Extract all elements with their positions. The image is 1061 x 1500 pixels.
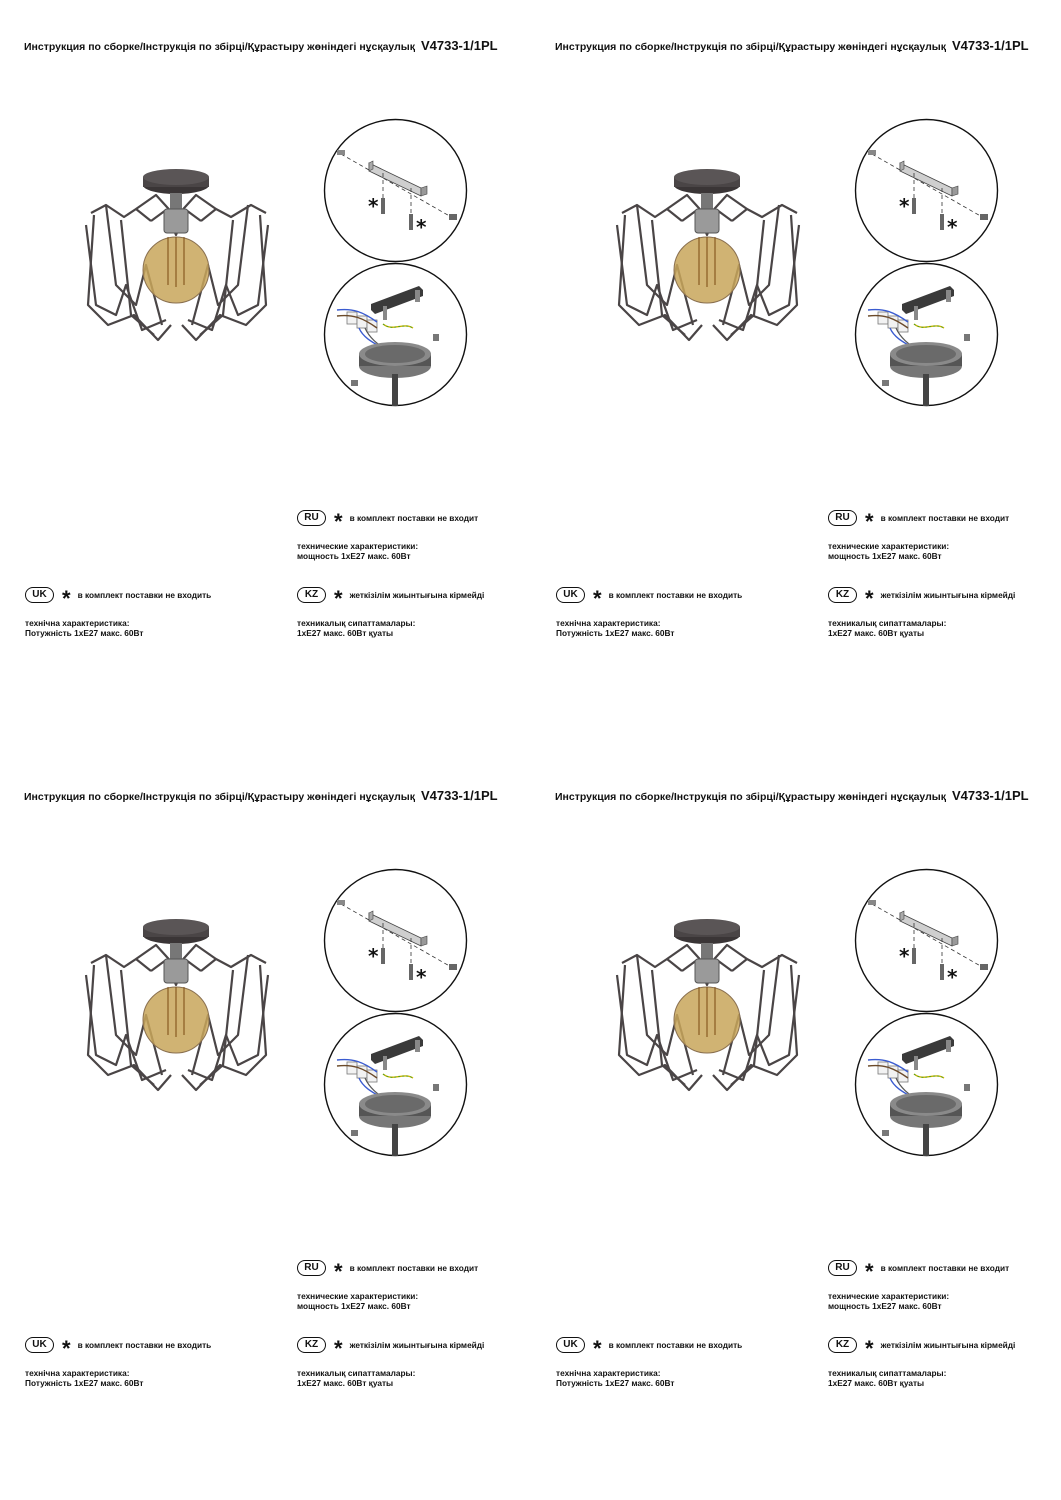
uk-spec-value: Потужність 1хE27 макс. 60Вт	[25, 1378, 144, 1388]
kz-spec-heading: техникалық сипаттамалары:	[828, 618, 947, 628]
ru-note	[297, 1259, 479, 1284]
mounting-bracket-diagram	[854, 118, 999, 263]
wiring-diagram	[854, 262, 999, 407]
ru-spec-value: мощность 1хE27 макс. 60Вт	[297, 1301, 411, 1311]
ru-specs	[828, 1291, 949, 1311]
page-title	[555, 38, 1029, 53]
uk-specs	[556, 618, 674, 638]
ru-note	[828, 509, 1010, 534]
title-text: Инструкция по сборке/Інструкція по збірці/Құрастыру жөніндегі нұсқаулық	[555, 41, 947, 53]
mounting-bracket-diagram	[323, 868, 468, 1013]
star-icon: *	[62, 586, 71, 611]
ru-note-text: в комплект поставки не входит	[349, 1263, 479, 1273]
uk-spec-heading: технічна характеристика:	[25, 1368, 130, 1378]
uk-spec-value: Потужність 1хE27 макс. 60Вт	[556, 628, 675, 638]
ru-spec-heading: технические характеристики:	[297, 541, 419, 551]
uk-note-text: в комплект поставки не входить	[608, 1340, 743, 1350]
kz-spec-value: 1хE27 макс. 60Вт қуаты	[828, 628, 925, 638]
ru-badge: RU	[297, 510, 326, 526]
instruction-page	[531, 750, 1061, 1500]
model-number: V4733-1/1PL	[951, 788, 1029, 803]
star-icon: *	[334, 1336, 343, 1361]
ru-spec-heading: технические характеристики:	[828, 541, 950, 551]
instruction-page	[531, 0, 1061, 750]
kz-spec-value: 1хE27 макс. 60Вт қуаты	[297, 628, 394, 638]
title-text: Инструкция по сборке/Інструкція по збірці/Құрастыру жөніндегі нұсқаулық	[24, 41, 416, 53]
mounting-bracket-diagram	[323, 118, 468, 263]
kz-note	[297, 586, 485, 611]
title-text: Инструкция по сборке/Інструкція по збірці/Құрастыру жөніндегі нұсқаулық	[555, 791, 947, 803]
star-icon: *	[334, 509, 343, 534]
ru-specs	[297, 1291, 418, 1311]
model-number: V4733-1/1PL	[951, 38, 1029, 53]
uk-badge: UK	[556, 1337, 585, 1353]
star-icon: *	[593, 1336, 602, 1361]
page-title	[555, 788, 1029, 803]
page-title	[24, 788, 498, 803]
ru-badge: RU	[828, 1260, 857, 1276]
ru-badge: RU	[828, 510, 857, 526]
wiring-diagram	[854, 1012, 999, 1157]
kz-specs	[297, 618, 415, 638]
instruction-page	[0, 0, 530, 750]
kz-spec-heading: техникалық сипаттамалары:	[828, 1368, 947, 1378]
star-icon: *	[334, 586, 343, 611]
model-number: V4733-1/1PL	[420, 788, 498, 803]
uk-spec-heading: технічна характеристика:	[25, 618, 130, 628]
uk-note	[556, 1336, 743, 1361]
wiring-diagram	[323, 1012, 468, 1157]
kz-spec-heading: техникалық сипаттамалары:	[297, 1368, 416, 1378]
kz-specs	[828, 618, 946, 638]
uk-badge: UK	[25, 587, 54, 603]
ru-spec-value: мощность 1хE27 макс. 60Вт	[828, 551, 942, 561]
uk-spec-heading: технічна характеристика:	[556, 1368, 661, 1378]
ru-spec-heading: технические характеристики:	[297, 1291, 419, 1301]
star-icon: *	[62, 1336, 71, 1361]
uk-spec-value: Потужність 1хE27 макс. 60Вт	[556, 1378, 675, 1388]
uk-note	[25, 586, 212, 611]
kz-badge: KZ	[297, 1337, 326, 1353]
instruction-page	[0, 750, 530, 1500]
star-icon: *	[865, 1259, 874, 1284]
uk-note	[556, 586, 743, 611]
kz-note-text: жеткізілім жиынтығына кірмейді	[880, 590, 1016, 600]
kz-spec-heading: техникалық сипаттамалары:	[297, 618, 416, 628]
uk-note	[25, 1336, 212, 1361]
model-number: V4733-1/1PL	[420, 38, 498, 53]
kz-badge: KZ	[828, 587, 857, 603]
kz-spec-value: 1хE27 макс. 60Вт қуаты	[828, 1378, 925, 1388]
star-marker: *	[368, 194, 379, 218]
uk-note-text: в комплект поставки не входить	[608, 590, 743, 600]
title-text: Инструкция по сборке/Інструкція по збірці/Құрастыру жөніндегі нұсқаулық	[24, 791, 416, 803]
star-marker: *	[947, 965, 958, 989]
lamp-illustration	[76, 165, 276, 355]
kz-note	[297, 1336, 485, 1361]
uk-note-text: в комплект поставки не входить	[77, 1340, 212, 1350]
mounting-bracket-diagram	[854, 868, 999, 1013]
ru-spec-value: мощность 1хE27 макс. 60Вт	[828, 1301, 942, 1311]
ru-note-text: в комплект поставки не входит	[880, 1263, 1010, 1273]
star-marker: *	[416, 965, 427, 989]
ru-spec-value: мощность 1хE27 макс. 60Вт	[297, 551, 411, 561]
kz-badge: KZ	[297, 587, 326, 603]
uk-spec-value: Потужність 1хE27 макс. 60Вт	[25, 628, 144, 638]
star-marker: *	[416, 215, 427, 239]
kz-note-text: жеткізілім жиынтығына кірмейді	[349, 590, 485, 600]
star-marker: *	[947, 215, 958, 239]
ru-note	[828, 1259, 1010, 1284]
kz-specs	[828, 1368, 946, 1388]
star-marker: *	[368, 944, 379, 968]
star-marker: *	[899, 944, 910, 968]
kz-note-text: жеткізілім жиынтығына кірмейді	[880, 1340, 1016, 1350]
star-marker: *	[899, 194, 910, 218]
kz-note	[828, 586, 1016, 611]
star-icon: *	[334, 1259, 343, 1284]
ru-spec-heading: технические характеристики:	[828, 1291, 950, 1301]
ru-specs	[297, 541, 418, 561]
kz-badge: KZ	[828, 1337, 857, 1353]
lamp-illustration	[607, 915, 807, 1105]
kz-specs	[297, 1368, 415, 1388]
uk-badge: UK	[556, 587, 585, 603]
lamp-illustration	[76, 915, 276, 1105]
kz-note	[828, 1336, 1016, 1361]
star-icon: *	[865, 509, 874, 534]
lamp-illustration	[607, 165, 807, 355]
ru-note-text: в комплект поставки не входит	[880, 513, 1010, 523]
kz-note-text: жеткізілім жиынтығына кірмейді	[349, 1340, 485, 1350]
uk-badge: UK	[25, 1337, 54, 1353]
wiring-diagram	[323, 262, 468, 407]
ru-badge: RU	[297, 1260, 326, 1276]
page-title	[24, 38, 498, 53]
uk-spec-heading: технічна характеристика:	[556, 618, 661, 628]
uk-specs	[25, 618, 143, 638]
ru-specs	[828, 541, 949, 561]
uk-note-text: в комплект поставки не входить	[77, 590, 212, 600]
ru-note-text: в комплект поставки не входит	[349, 513, 479, 523]
uk-specs	[556, 1368, 674, 1388]
star-icon: *	[865, 586, 874, 611]
star-icon: *	[865, 1336, 874, 1361]
star-icon: *	[593, 586, 602, 611]
ru-note	[297, 509, 479, 534]
kz-spec-value: 1хE27 макс. 60Вт қуаты	[297, 1378, 394, 1388]
uk-specs	[25, 1368, 143, 1388]
